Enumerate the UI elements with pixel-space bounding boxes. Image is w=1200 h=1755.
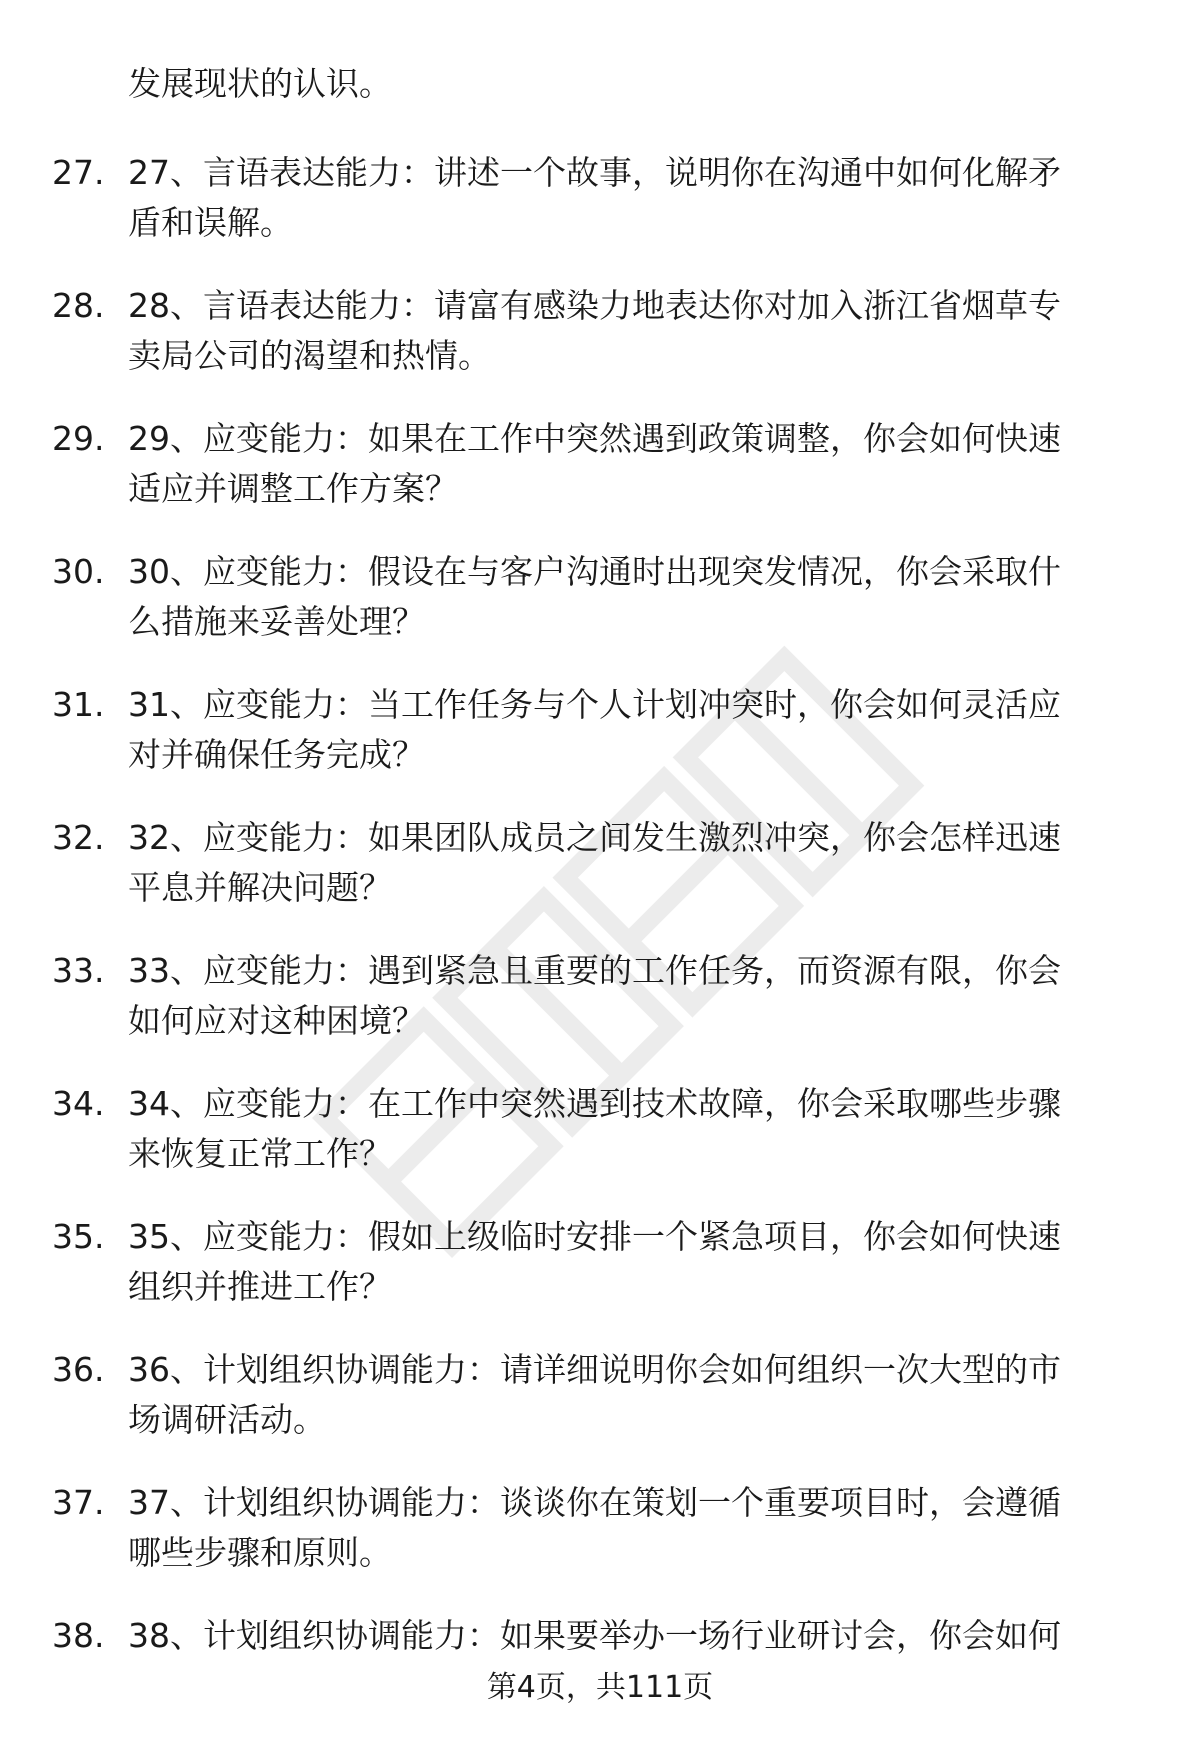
question-text-line: 32、应变能力：如果团队成员之间发生激烈冲突，你会怎样迅速: [128, 818, 1061, 857]
question-text: [128, 1478, 1148, 1578]
question-text-line: 34、应变能力：在工作中突然遇到技术故障，你会采取哪些步骤: [128, 1084, 1061, 1123]
question-text: [128, 547, 1148, 647]
question-item: [0, 1478, 1200, 1611]
question-text: [128, 1212, 1148, 1312]
question-number: 36.: [52, 1350, 105, 1389]
question-number: 30.: [52, 552, 105, 591]
question-text-line: 场调研活动。: [128, 1400, 326, 1439]
question-text-line: 么措施来妥善处理？: [128, 602, 425, 641]
question-text-line: 对并确保任务完成？: [128, 735, 425, 774]
question-item: [0, 148, 1200, 281]
question-text-line: 36、计划组织协调能力：请详细说明你会如何组织一次大型的市: [128, 1350, 1061, 1389]
question-text-line: 29、应变能力：如果在工作中突然遇到政策调整，你会如何快速: [128, 419, 1061, 458]
question-text-line: 31、应变能力：当工作任务与个人计划冲突时，你会如何灵活应: [128, 685, 1061, 724]
question-text-line: 盾和误解。: [128, 203, 293, 242]
question-text-line: 平息并解决问题？: [128, 868, 392, 907]
question-text: [128, 148, 1148, 248]
question-item: [0, 946, 1200, 1079]
question-text-line: 27、言语表达能力：讲述一个故事，说明你在沟通中如何化解矛: [128, 153, 1061, 192]
question-item: [0, 813, 1200, 946]
question-item: [0, 547, 1200, 680]
question-number: 38.: [52, 1616, 105, 1655]
question-text: [128, 281, 1148, 381]
question-number: 32.: [52, 818, 105, 857]
question-text: [128, 1079, 1148, 1179]
question-text-line: 组织并推进工作？: [128, 1267, 392, 1306]
question-text-line: 38、计划组织协调能力：如果要举办一场行业研讨会，你会如何: [128, 1616, 1061, 1655]
question-number: 27.: [52, 153, 105, 192]
question-text: [128, 414, 1148, 514]
continuation-text: 发展现状的认识。: [128, 64, 392, 103]
question-text-line: 35、应变能力：假如上级临时安排一个紧急项目，你会如何快速: [128, 1217, 1061, 1256]
question-text: [128, 680, 1148, 780]
question-text-line: 如何应对这种困境？: [128, 1001, 425, 1040]
question-item: [0, 281, 1200, 414]
question-text-line: 哪些步骤和原则。: [128, 1533, 392, 1572]
question-number: 28.: [52, 286, 105, 325]
question-item: [0, 414, 1200, 547]
question-number: 35.: [52, 1217, 105, 1256]
question-text: [128, 946, 1148, 1046]
question-item: [0, 1212, 1200, 1345]
question-number: 37.: [52, 1483, 105, 1522]
question-number: 29.: [52, 419, 105, 458]
question-text-line: 来恢复正常工作？: [128, 1134, 392, 1173]
question-item: [0, 1345, 1200, 1478]
page-footer: 第4页，共111页: [486, 1670, 714, 1705]
question-text: [128, 1611, 1148, 1661]
question-text-line: 28、言语表达能力：请富有感染力地表达你对加入浙江省烟草专: [128, 286, 1061, 325]
question-number: 34.: [52, 1084, 105, 1123]
question-item: [0, 680, 1200, 813]
question-text-line: 卖局公司的渴望和热情。: [128, 336, 491, 375]
question-text: [128, 813, 1148, 913]
question-text: [128, 1345, 1148, 1445]
question-number: 33.: [52, 951, 105, 990]
question-text-line: 37、计划组织协调能力：谈谈你在策划一个重要项目时，会遵循: [128, 1483, 1061, 1522]
question-item: [0, 1079, 1200, 1212]
question-text-line: 33、应变能力：遇到紧急且重要的工作任务，而资源有限，你会: [128, 951, 1061, 990]
question-text-line: 30、应变能力：假设在与客户沟通时出现突发情况，你会采取什: [128, 552, 1061, 591]
question-text-line: 适应并调整工作方案？: [128, 469, 458, 508]
question-list: [0, 148, 1200, 1744]
question-number: 31.: [52, 685, 105, 724]
